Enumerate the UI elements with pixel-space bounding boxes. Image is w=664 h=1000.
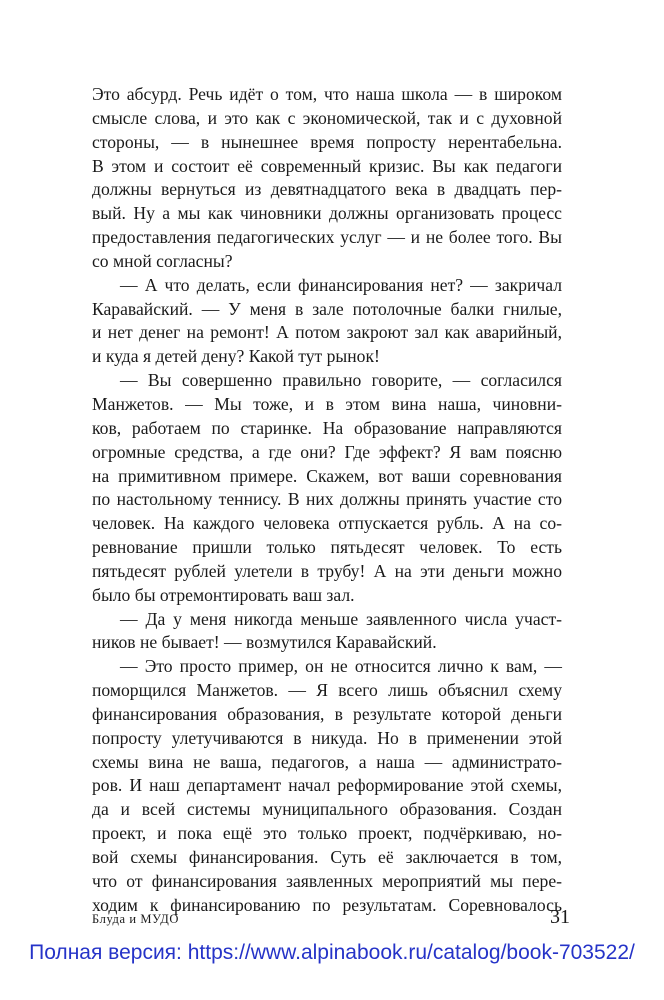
text-line: ревнование пришли только пятьдесят человек. То есть bbox=[92, 537, 562, 558]
text-line: на примитивном примере. Скажем, вот ваши соревнования bbox=[92, 465, 562, 486]
text-line: вой схемы финансирования. Суть её заключается в том, bbox=[92, 847, 562, 867]
text-line: проект, и пока ещё это только проект, подчёркиваю, но- bbox=[92, 823, 562, 844]
text-line: Это абсурд. Речь идёт о том, что наша школа — в широком bbox=[92, 84, 562, 104]
text-line: ходим к финансированию по результатам. Соревновалось bbox=[92, 894, 562, 915]
text-line: — Вы совершенно правильно говорите, — согласился bbox=[120, 370, 562, 391]
text-line: предоставления педагогических услуг — и не более того. Вы bbox=[92, 227, 562, 248]
text-line: финансирования образования, в результате которой деньги bbox=[92, 703, 562, 724]
text-line: поморщился Манжетов. — Я всего лишь объяснил схему bbox=[92, 680, 562, 701]
text-line: вый. Ну а мы как чиновники должны организовать процесс bbox=[92, 203, 562, 224]
text-line: огромные средства, а где они? Где эффект? Я вам поясню bbox=[92, 441, 562, 462]
text-line: Каравайский. — У меня в зале потолочные балки гнилые, bbox=[92, 298, 562, 319]
full-version-url[interactable]: https://www.alpinabook.ru/catalog/book-703522/ bbox=[187, 941, 635, 964]
text-line: да и всей системы муниципального образования. Создан bbox=[92, 799, 562, 820]
text-line: стороны, — в нынешнее время попросту нерентабельна. bbox=[92, 131, 562, 152]
text-line: и нет денег на ремонт! А потом закроют зал как аварийный, bbox=[92, 322, 562, 343]
text-line: ков, работаем по старинке. На образование направляются bbox=[92, 417, 562, 438]
text-line: должны вернуться из девятнадцатого века в двадцать пер- bbox=[92, 179, 562, 200]
full-version-link[interactable] bbox=[0, 941, 664, 965]
text-line: схемы вина не ваша, педагогов, а наша — администрато- bbox=[92, 751, 562, 772]
text-line: со мной согласны? bbox=[92, 250, 233, 271]
text-line: смысле слова, и это как с экономической, так и с духовной bbox=[92, 107, 562, 128]
text-line: — Это просто пример, он не относится лично к вам, — bbox=[120, 656, 562, 677]
page-number: 31 bbox=[550, 906, 570, 928]
text-line: по настольному теннису. В них должны принять участие сто bbox=[92, 489, 562, 510]
text-line: ров. И наш департамент начал реформирование этой схемы, bbox=[92, 775, 562, 796]
text-line: В этом и состоит её современный кризис. Вы как педагоги bbox=[92, 155, 562, 176]
text-line: — Да у меня никогда меньше заявленного числа участ- bbox=[120, 608, 562, 629]
full-version-label: Полная версия: bbox=[29, 941, 188, 964]
page-body-text bbox=[92, 83, 562, 918]
text-line: и куда я детей дену? Какой тут рынок! bbox=[92, 346, 380, 367]
text-line: человек. На каждого человека отпускается рубль. А на со- bbox=[92, 513, 562, 534]
text-line: пятьдесят рублей улетели в трубу! А на эти деньги можно bbox=[92, 560, 562, 581]
text-line: — А что делать, если финансирования нет? — закричал bbox=[120, 274, 562, 295]
running-title: Блуда и МУДО bbox=[92, 912, 180, 926]
text-line: попросту улетучиваются в никуда. Но в применении этой bbox=[92, 727, 562, 748]
text-line: Манжетов. — Мы тоже, и в этом вина наша, чиновни- bbox=[92, 393, 562, 414]
text-line: было бы отремонтировать ваш зал. bbox=[92, 584, 355, 605]
text-line: ников не бывает! — возмутился Каравайский. bbox=[92, 632, 437, 653]
text-line: что от финансирования заявленных мероприятий мы пере- bbox=[92, 870, 562, 891]
